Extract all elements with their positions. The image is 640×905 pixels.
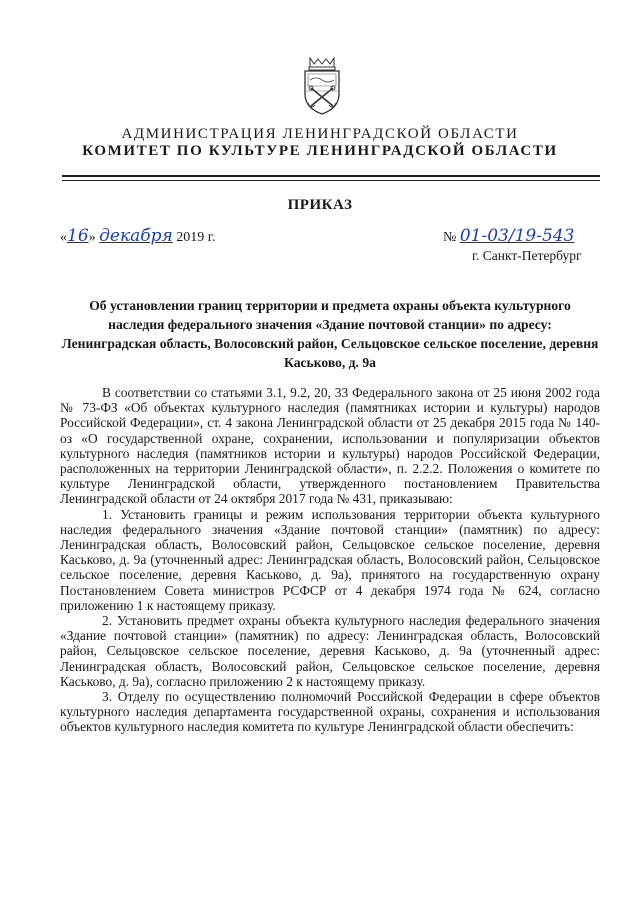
document-body xyxy=(60,385,600,735)
date-year: 2019 г. xyxy=(176,230,216,245)
header-rule-thin xyxy=(62,180,600,181)
organization-name: АДМИНИСТРАЦИЯ ЛЕНИНГРАДСКОЙ ОБЛАСТИ xyxy=(121,126,519,142)
number-value: 01-03/19-543 xyxy=(459,226,575,246)
document-type: ПРИКАЗ xyxy=(287,197,353,213)
coat-of-arms-icon xyxy=(302,56,342,116)
header-rule-thick xyxy=(62,175,600,177)
document-city: г. Санкт-Петербург xyxy=(472,248,582,263)
committee-name: КОМИТЕТ ПО КУЛЬТУРЕ ЛЕНИНГРАДСКОЙ ОБЛАСТИ xyxy=(82,143,558,159)
document-title: Об установлении границ территории и предмета охраны объекта культурного наследия федерального значения «Здание почтовой станции» по адресу: Ленинградская область, Волосовский район, Сельцовское сельское поселение, деревня Каськово, д. 9а xyxy=(61,298,599,370)
document-number xyxy=(443,226,574,246)
date-day: 16 xyxy=(67,226,89,246)
item-1-paragraph: 1. Установить границы и режим использования территории объекта культурного наследия федерального значения «Здание почтовой станции» (памятник) по адресу: Ленинградская область, Волосовский район, Сельцовское сельское поселение, деревня Каськово, д. 9а (уточненный адрес: Ленинградская область, Волосовский район, Сельцовское сельское поселение, деревня Каськово, д. 9а), принятого на государственную охрану Постановлением Совета министров РСФСР от 4 декабря 1974 года № 624, согласно приложению 1 к настоящему приказу. xyxy=(60,506,600,613)
date-close-quote: » xyxy=(88,230,96,245)
document-date xyxy=(60,226,215,246)
item-3-paragraph: 3. Отделу по осуществлению полномочий Российской Федерации в сфере объектов культурного наследия департамента государственной охраны, сохранения и использования объектов культурного наследия комитета по культуре Ленинградской области обеспечить: xyxy=(60,689,600,735)
date-open-quote: « xyxy=(60,230,67,245)
preamble-paragraph: В соответствии со статьями 3.1, 9.2, 20, 33 Федерального закона от 25 июня 2002 года № 73-ФЗ «Об объектах культурного наследия (памятниках истории и культуры) народов Российской Федерации», ст. 4 закона Ленинградской области от 25 декабря 2015 года № 140-оз «О государственной охране, сохранении, использовании и популяризации объектов культурного наследия (памятников истории и культуры) народов Российской Федерации, расположенных на территории Ленинградской области», п. 2.2.2. Положения о комитете по культуре Ленинградской области, утвержденного постановлением Правительства Ленинградской области от 24 октября 2017 года № 431, приказываю: xyxy=(60,385,600,507)
number-prefix: № xyxy=(443,230,457,245)
date-month: декабря xyxy=(99,226,173,246)
item-2-paragraph: 2. Установить предмет охраны объекта культурного наследия федерального значения «Здание почтовой станции» (памятник) по адресу: Ленинградская область, Волосовский район, Сельцовское сельское поселение, деревня Каськово, д. 9а (уточненный адрес: Ленинградская область, Волосовский район, Сельцовское сельское поселение, деревня Каськово, д. 9а), согласно приложению 2 к настоящему приказу. xyxy=(60,613,600,689)
